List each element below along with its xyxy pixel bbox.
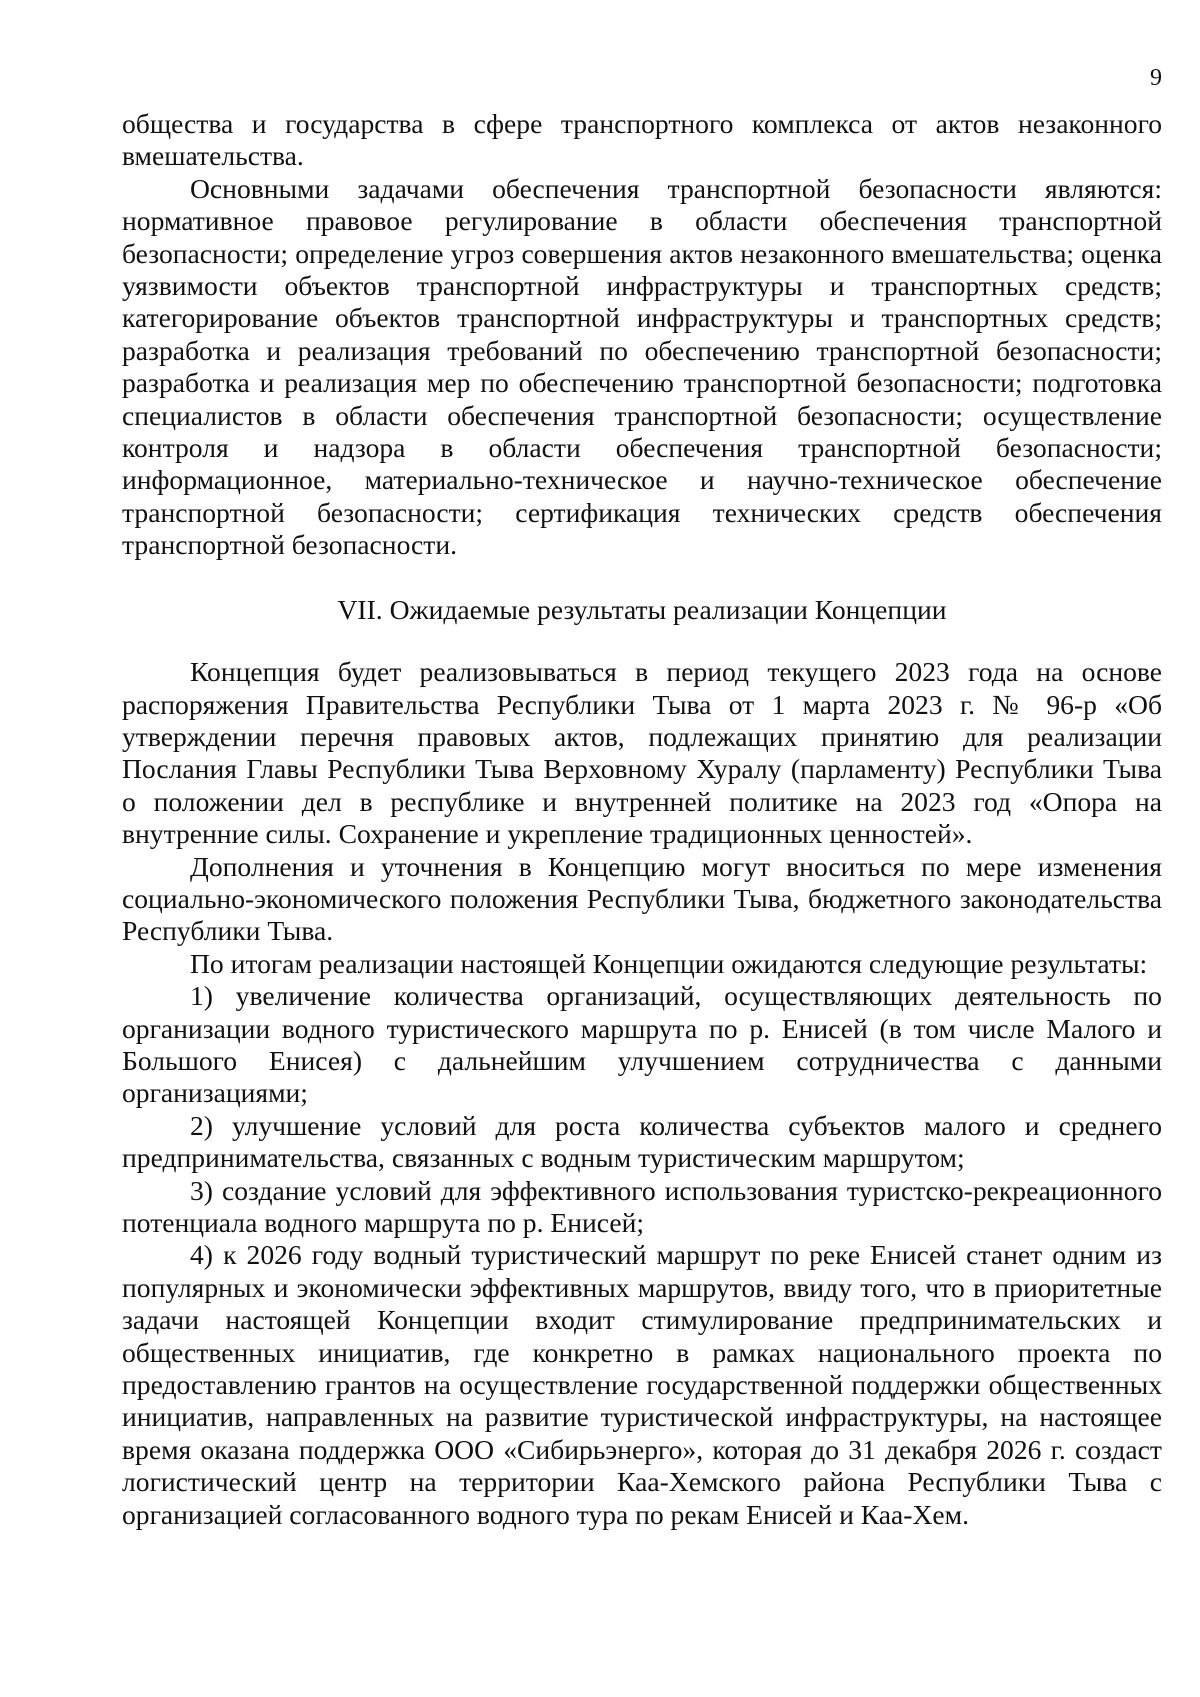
result-item-number: 3)	[190, 1174, 213, 1206]
page-number: 9	[1150, 65, 1162, 91]
result-item-text: создание условий для эффективного использования туристско-рекреационного потенциала водного маршрута по р. Енисей;	[122, 1174, 1162, 1238]
document-body	[122, 108, 1162, 1531]
paragraph-security-tasks: Основными задачами обеспечения транспортной безопасности являются: нормативное правовое регулирование в области обеспечения транспортной безопасности; определение угроз совершения актов незаконного вмешательства; оценка уязвимости объектов транспортной инфраструктуры и транспортных средств; категорирование объектов транспортной инфраструктуры и транспортных средств; разработка и реализация требований по обеспечению транспортной безопасности; разработка и реализация мер по обеспечению транспортной безопасности; подготовка специалистов в области обеспечения транспортной безопасности; осуществление контроля и надзора в области обеспечения транспортной безопасности; информационное, материально-техническое и научно-техническое обеспечение транспортной безопасности; сертификация технических средств обеспечения транспортной безопасности.	[122, 172, 1162, 561]
result-item-number: 1)	[190, 980, 213, 1012]
result-item	[122, 980, 1162, 1110]
result-item-number: 2)	[190, 1109, 213, 1141]
section-heading: VII. Ожидаемые результаты реализации Концепции	[337, 593, 947, 625]
paragraph-expected-results-intro: По итогам реализации настоящей Концепции ожидаются следующие результаты:	[190, 947, 1148, 979]
result-item-text: к 2026 году водный туристический маршрут по реке Енисей станет одним из популярных и экономически эффективных маршрутов, ввиду того, что в приоритетные задачи настоящей Концепции входит стимулирование предпринимательских и общественных инициатив, где конкретно в рамках национального проекта по предоставлению грантов на осуществление государственной поддержки общественных инициатив, направленных на развитие туристической инфраструктуры, на настоящее время оказана поддержка ООО «Сибирьэнерго», которая до 31 декабря 2026 г. создаст логистический центр на территории Каа-Хемского района Республики Тыва с организацией согласованного водного тура по рекам Енисей и Каа-Хем.	[122, 1239, 1162, 1530]
result-item	[122, 1175, 1162, 1240]
result-item-text: улучшение условий для роста количества субъектов малого и среднего предпринимательства, связанных с водным туристическим маршрутом;	[122, 1109, 1163, 1174]
result-item-text: увеличение количества организаций, осуществляющих деятельность по организации водного туристического маршрута по р. Енисей (в том числе Малого и Большого Енисея) с дальнейшим улучшением сотрудничества с данными организациями;	[122, 980, 1162, 1109]
paragraph-amendments: Дополнения и уточнения в Концепцию могут вноситься по мере изменения социально-экономического положения Республики Тыва, бюджетного законодательства Республики Тыва.	[122, 850, 1162, 947]
result-item	[122, 1110, 1162, 1175]
result-item	[122, 1239, 1162, 1531]
paragraph-continuation: общества и государства в сфере транспортного комплекса от актов незаконного вмешательства.	[122, 108, 1162, 172]
paragraph-implementation-period: Концепция будет реализовываться в период текущего 2023 года на основе распоряжения Правительства Республики Тыва от 1 марта 2023 г. № 96-р «Об утверждении перечня правовых актов, подлежащих принятию для реализации Послания Главы Республики Тыва Верховному Хуралу (парламенту) Республики Тыва о положении дел в республике и внутренней политике на 2023 год «Опора на внутренние силы. Сохранение и укрепление традиционных ценностей».	[122, 656, 1162, 850]
result-item-number: 4)	[190, 1239, 213, 1271]
